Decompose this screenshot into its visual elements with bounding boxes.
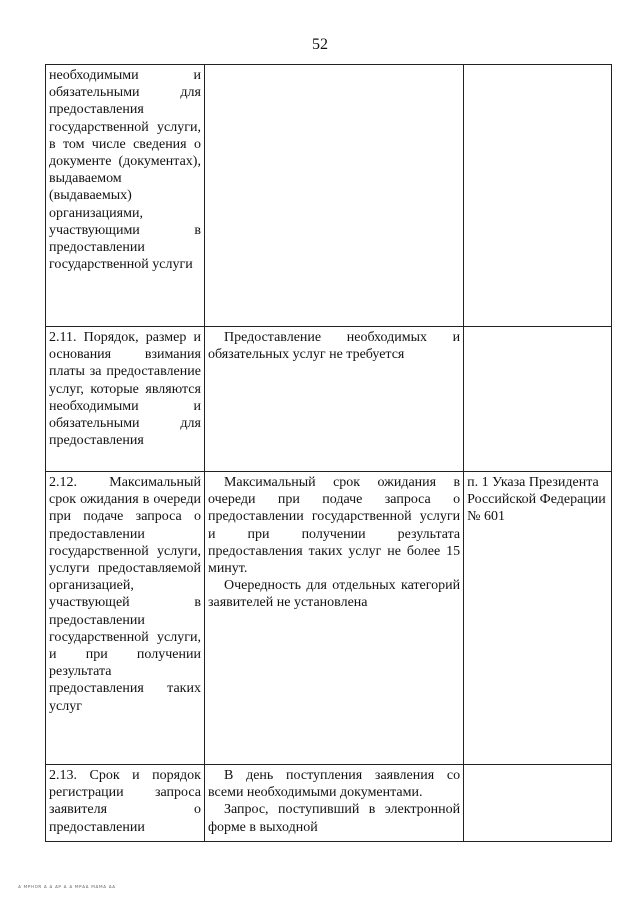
table-row	[46, 472, 612, 765]
legal-basis-cell: п. 1 Указа Президента Российской Федерации № 601	[464, 472, 612, 765]
page-number: 52	[312, 36, 328, 53]
table-row	[46, 65, 612, 327]
requirement-content-cell	[204, 65, 463, 327]
table-row	[46, 765, 612, 842]
content-paragraph: В день поступления заявления со всеми необходимыми документами.	[207, 768, 461, 801]
requirement-name-cell: 2.12. Максимальный срок ожидания в очереди при подаче запроса о предоставлении государственной услуги, услуги предоставляемой организацией, участвующей в предоставлении государственной услуги, и при получении результата предоставления таких услуг	[46, 472, 205, 765]
requirement-name-cell: 2.11. Порядок, размер и основания взимания платы за предоставление услуг, которые являются необходимыми и обязательными для предоставления	[46, 327, 205, 472]
scan-footer-text: ᴀ ᴍᴘʜᴏʀ ᴀ ᴀ ᴀᴘ ᴀ ᴀ ᴍᴘᴀᴀ ᴍᴀᴍᴀ ᴀᴀ	[18, 884, 116, 890]
content-paragraph: Очередность для отдельных категорий заявителей не установлена	[207, 578, 461, 611]
requirement-content-cell	[204, 765, 463, 842]
content-paragraph: Предоставление необходимых и обязательных услуг не требуется	[207, 330, 461, 363]
requirement-name-cell: 2.13. Срок и порядок регистрации запроса заявителя о предоставлении	[46, 765, 205, 842]
content-paragraph: Запрос, поступивший в электронной форме в выходной	[207, 802, 461, 835]
requirement-content-cell	[204, 327, 463, 472]
table-row	[46, 327, 612, 472]
requirements-table	[45, 64, 612, 842]
requirement-content-cell	[204, 472, 463, 765]
requirement-name-cell: необходимыми и обязательными для предоставления государственной услуги, в том числе сведения о документе (документах), выдаваемом (выдаваемых) организациями, участвующими в предоставлении государственной услуги	[46, 65, 205, 327]
legal-basis-cell	[464, 327, 612, 472]
legal-basis-cell	[464, 65, 612, 327]
legal-basis-cell	[464, 765, 612, 842]
content-paragraph: Максимальный срок ожидания в очереди при подаче запроса о предоставлении государственной услуги и при получении результата предоставления таких услуг не более 15 минут.	[207, 475, 461, 577]
